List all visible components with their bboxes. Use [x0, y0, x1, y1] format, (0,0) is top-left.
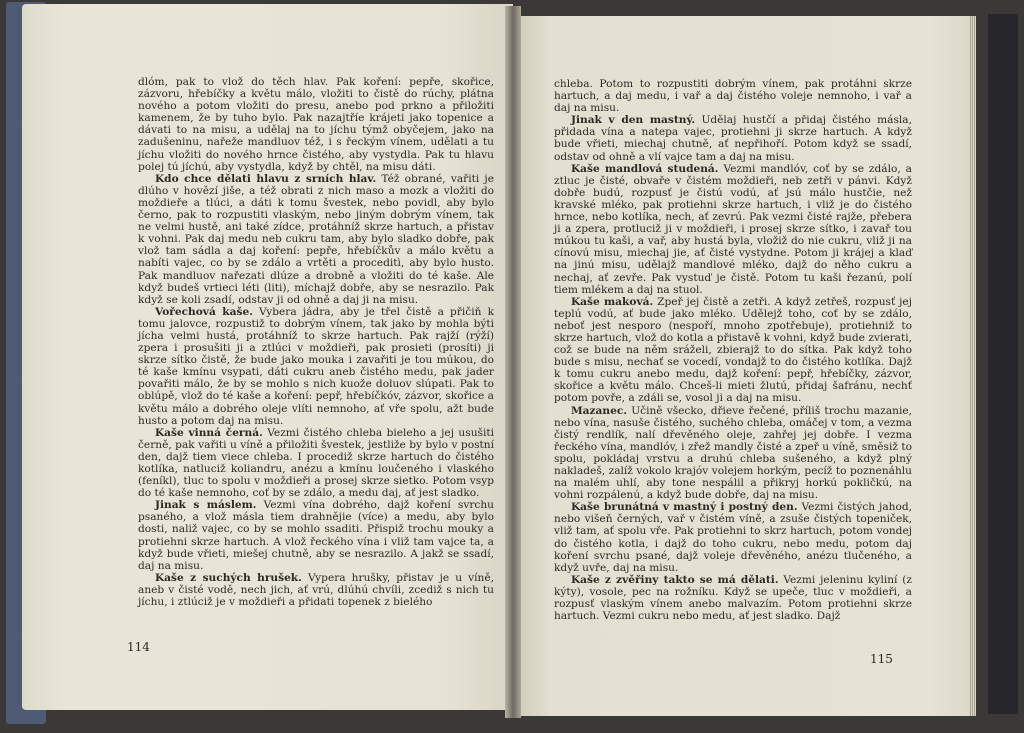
paragraph: Kaše z suchých hrušek. Vypera hrušky, přistav je u víně, aneb v čisté vodě, nech jich, ať vrú, dlúhú chvíli, zcediž s nich tu jíchu, i ztlúciž je v moždieři a přidati topenek z bielého	[138, 571, 495, 609]
page-number: 114	[127, 640, 150, 654]
book-cover-right	[988, 14, 1018, 714]
book-gutter	[505, 6, 521, 718]
paragraph: Kaše vinná černá. Vezmi čistého chleba bieleho a jej usušiti černě, pak vařiti u víně a přiložiti švestek, jestliže by bylo v postní den, dajž tiem viece chleba. I procediž skrze hartuch do čistého kotlíka, natluciž koliandru, anézu a kmínu loučeného i vlaského (feníkl), tluc to spolu v moždieři a prosej skrze sietko. Potom vsyp do té kaše nemnoho, coť by se zdálo, a medu daj, ať jest sladko.	[138, 426, 494, 500]
recipe-heading: Kaše vinná černá.	[154, 426, 263, 439]
page-number: 115	[870, 652, 893, 666]
recipe-heading: Kaše mandlová studená.	[570, 162, 719, 175]
right-page-text	[554, 78, 912, 622]
left-page-text	[138, 76, 494, 608]
paragraph: Vořechová kaše. Vybera jádra, aby je třel čistě a přičiň k tomu jalovce, rozpustiž to dobrým vínem, tak jako by mohla býti jícha velmi hustá, protáhníž to skrze hartuch. Pak rajží (rýží) zpera i prosušiti ji a ztlúci v moždieři, pak prosieti (prosíti) ji skrze sítko čistě, že bude jako mouka i zavařiti je tou múkou, do té kaše kmínu vsypati, dáti cukru aneb čistého medu, pak jader povařiti málo, že by se mohlo s nich kuože doluov slúpati. Pak to oblúpě, vlož do té kaše a koření: pepř, hřebíčkóv, zázvor, skořice a květu málo a dobrého oleje vlíti nemnoho, ať vře spolu, ažt bude husto a potom daj na misu.	[138, 305, 494, 427]
recipe-heading: Jinak s máslem.	[154, 499, 257, 512]
page-edges	[969, 16, 976, 716]
paragraph: dlóm, pak to vlož do těch hlav. Pak koření: pepře, skořice, zázvoru, hřebíčky a květu málo, vložiti to čistě do rúchy, plátna nového a potom vložiti do presu, anebo pod prkno a přiložiti kamenem, že by tuho bylo. Pak nazajtříe krájeti jako topenice a dávati to na misu, a udělaj na to jíchu týmž obyčejem, jako na zadušeninu, nařeže mandluov též, i s řeckým vínem, udělati a tu jíchu vložiti do nového hrnce čistého, aby vystydla. Pak tu hlavu polej tú jíchú, aby vystydla, když by chtěl, na misu dáti.	[138, 76, 494, 173]
paragraph: Mazanec. Učině všecko, dřieve řečené, příliš trochu mazanie, nebo vína, nasuše čistého, suchého chleba, omáčej v tom, a vezma čistý rendlík, nalí dřevěného oleje, zahřej jej dobře. I vezma řeckého vína, mandlóv, i zřež mandly čisté a zpeř u víně, směsiž to spolu, pokládaj vrstvu a druhú chleba sušeného, a když plný nakladeš, zalíž vokolo krajóv volejem horkým, pecíž to poznenáhlu na malém uhlí, aby tone nespálil a přikryj horkú pokličkú, na vohni rozpálenú, a když bude dobře, daj na misu.	[554, 404, 912, 502]
recipe-heading: Kaše brunátná v mastný i postný den.	[570, 501, 798, 514]
recipe-heading: Kaše z suchých hrušek.	[154, 571, 302, 584]
paragraph: Kaše brunátná v mastný i postný den. Vezmi čistých jahod, nebo višeň černých, vař v čistém víně, a zsuše čistých topeniček, vliž tam, ať spolu vře. Pak protiehni to skrz hartuch, potom vondej do čistého kotla, i dajž do toho cukru, nebo medu, potom daj koření svrchu psané, dajž voleje dřevěného, anézu tlučeného, a když uvře, daj na misu.	[554, 501, 912, 574]
paragraph: Kaše z zvěřiny takto se má dělati. Vezmi jeleninu kyliní (z kýty), vosole, pec na rožníku. Když se upeče, tluc v moždieři, a rozpusť vlaským vínem anebo malvazím. Potom protiehni skrze hartuch. Vezmi cukru nebo medu, ať jest sladko. Dajž	[554, 573, 912, 623]
recipe-heading: Vořechová kaše.	[154, 305, 253, 318]
paragraph: chleba. Potom to rozpustiti dobrým vínem, pak protáhni skrze hartuch, a daj medu, i vař a daj čistého voleje nemnoho, i vař a daj na misu.	[554, 78, 912, 115]
paragraph: Kdo chce dělati hlavu z srních hlav. Též obrané, vařiti je dlúho v hovězí jiše, a též obrati z nich maso a mozk a vložiti do moždieře a tlúci, a dáti k tomu švestek, nebo povidl, aby bylo černo, pak to rozpustiti vlaským, nebo jiným dobrým vínem, tak ne velmi hustě, ani také zídce, protáhníž skrze hartuch, a přistav k vohni. Pak daj medu neb cukru tam, aby bylo sladko dobře, pak vlož tam sádla a daj koření: pepře, hřebíčkův a málo květu a nabíti vajec, co by se zdálo a vrtěti a proceditì, aby bylo husto. Pak mandluov nařezati dlúze a drobně a vložiti do té kaše. Ale když budeš vrtieci léti (liti), míchajž dobře, aby se nesrazilo. Pak když se koli zsadí, odstav ji od ohně a daj ji na misu.	[138, 172, 494, 306]
paragraph: Jinak v den mastný. Udělaj hustčí a přidaj čistého másla, přidada vína a natepa vajec, protiehni ji skrze hartuch. A když bude vřieti, miechaj chutně, ať nepřihoří. Potom když se ssadí, odstav od ohně a vlí vajce tam a daj na misu.	[554, 114, 912, 163]
recipe-heading: Kaše z zvěřiny takto se má dělati.	[570, 573, 779, 586]
right-page	[514, 16, 976, 716]
recipe-heading: Kaše maková.	[570, 295, 654, 308]
paragraph: Jinak s máslem. Vezmi vína dobrého, dajž koření svrchu psaného, a vlož másla tiem drahnějie (více) a medu, aby bylo dosti, naliž vajec, co by se mohlo ssaditi. Přispiž trochu mouky a protiehni skrze hartuch. A vlož řeckého vína i vliž tam vajce ta, a když bude vřieti, miešej chutně, aby se nesrazilo. A jakž se ssadí, daj na misu.	[138, 499, 494, 572]
recipe-heading: Jinak v den mastný.	[570, 114, 696, 127]
paragraph: Kaše maková. Zpeř jej čistě a zetři. A když zetřeš, rozpusť jej teplú vodú, ať bude jako mléko. Udělejž toho, coť by se zdálo, neboť jest nesporo (nespoří, mnoho zpotřebuje), protiehniž to skrze hartuch, vlož do kotla a přistavě k vohni, když bude zvierati, což se bude na něm sráželi, zbierajž to do sítka. Pak když toho bude s misu, nechať se vocedí, vondajž to do čistého kotlíka. Dajž k tomu cukru anebo medu, dajž koření: pepř, hřebíčky, zázvor, skořice a květu málo. Chceš-li mieti žlutú, přidaj šafránu, nechť potom povře, a zdáli se, vosol ji a daj na misu.	[554, 295, 912, 405]
paragraph: Kaše mandlová studená. Vezmi mandlóv, coť by se zdálo, a ztluc je čisté, obvaře v čistém moždieři, neb zetři v pánvi. Když dobře budú, rozpusť je čistú vodú, ať jsú málo hustčie, než kravské mléko, pak protiehni skrze hartuch, i vliž je do čistého hrnce, nebo kotlíka, nech, ať zevrú. Pak vezmi čisté rajže, přebera ji a zpera, protluciž ji v moždieři, i prosej skrze sítko, i zavař tou múkou tu kaši, a vař, aby hustá byla, vložiž do nie cukru, vliž ji na cínovú misu, miechaj jie, ať čisté vystydne. Potom ji krájej a klaď na jinú misu, udělajž mandlové mléko, dajž do něho cukru a nechaj, ať zevře. Pak vystuď je čistě. Potom tu kaši řezanú, polí tiem mlékem a daj na stuol.	[554, 162, 912, 296]
recipe-heading: Mazanec.	[570, 404, 628, 417]
recipe-heading: Kdo chce dělati hlavu z srních hlav.	[154, 172, 377, 185]
left-page	[22, 4, 513, 710]
